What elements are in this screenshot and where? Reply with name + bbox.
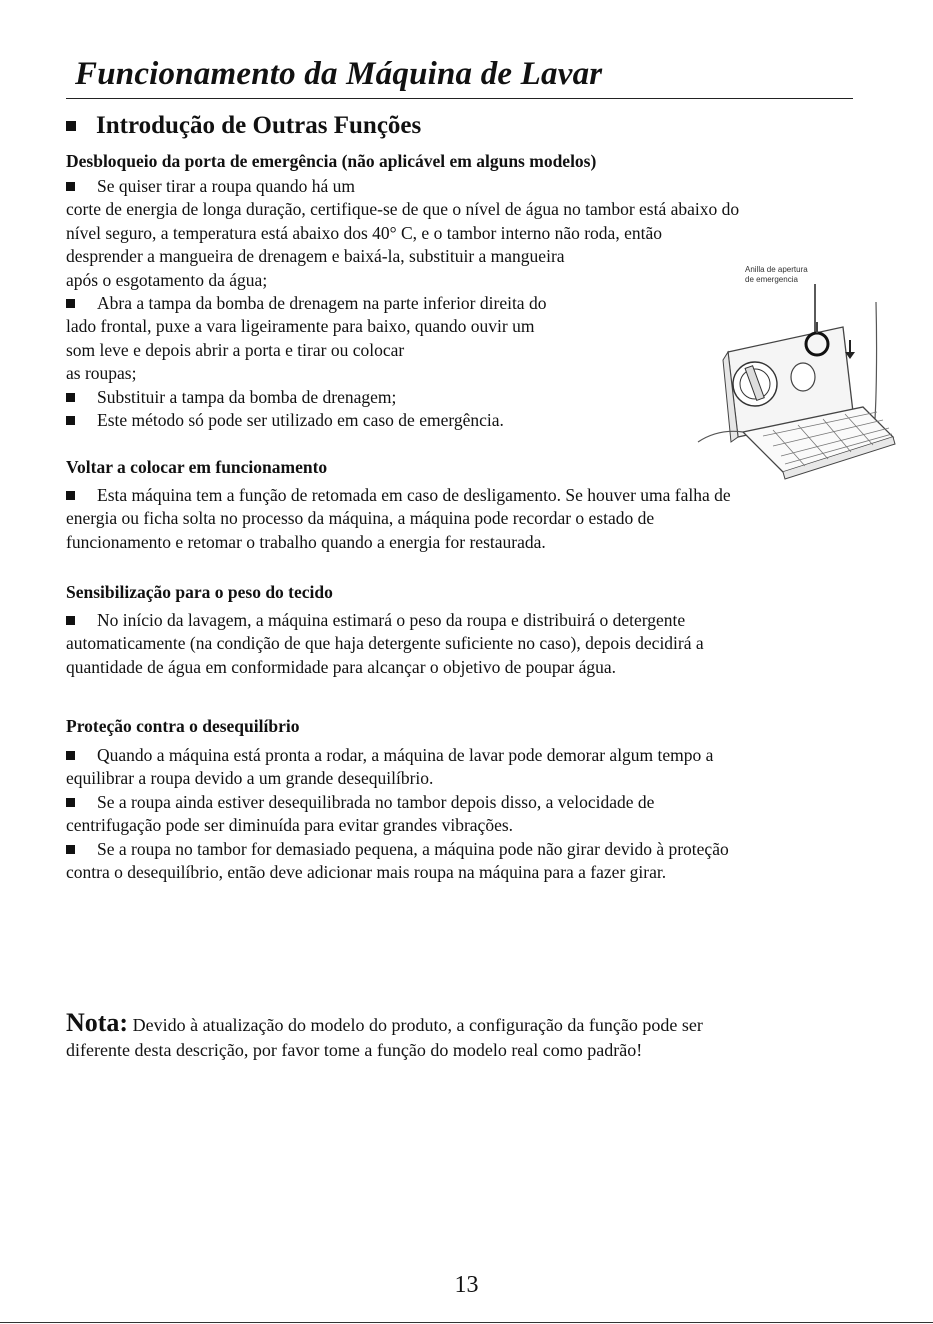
text-line: funcionamento e retomar o trabalho quando a energia for restaurada. bbox=[66, 531, 546, 552]
note-line: diferente desta descrição, por favor tome a função do modelo real como padrão! bbox=[66, 1040, 643, 1060]
text-line: após o esgotamento da água; bbox=[66, 269, 268, 290]
bullet-square-icon bbox=[66, 491, 75, 500]
page-number: 13 bbox=[454, 1272, 479, 1298]
bullet-square-icon bbox=[66, 299, 75, 308]
resume-text bbox=[66, 484, 731, 554]
text-line: as roupas; bbox=[66, 363, 137, 384]
bullet-square-icon bbox=[66, 393, 75, 402]
note-label: Nota: bbox=[66, 1008, 129, 1037]
section-heading-text: Introdução de Outras Funções bbox=[96, 112, 422, 139]
text-line: Se a roupa no tambor for demasiado pequena, a máquina pode não girar devido à proteção bbox=[66, 838, 729, 861]
text-line: automaticamente (na condição de que haja detergente suficiente no caso), depois decidirá a bbox=[66, 633, 704, 654]
drain-pump-illustration bbox=[693, 262, 903, 487]
text-line: No início da lavagem, a máquina estimará o peso da roupa e distribuirá o detergente bbox=[66, 609, 704, 632]
bullet-square-icon bbox=[66, 121, 76, 131]
bullet-square-icon bbox=[66, 798, 75, 807]
illustration-label-line2: de emergencia bbox=[745, 275, 798, 284]
text-line: Este método só pode ser utilizado em caso de emergência. bbox=[66, 409, 739, 432]
text-line: contra o desequilíbrio, então deve adicionar mais roupa na máquina para a fazer girar. bbox=[66, 862, 667, 883]
weight-sensing-subtitle: Sensibilização para o peso do tecido bbox=[66, 582, 333, 602]
bullet-square-icon bbox=[66, 182, 75, 191]
text-line: som leve e depois abrir a porta e tirar ou colocar bbox=[66, 339, 405, 360]
bullet-square-icon bbox=[66, 751, 75, 760]
text-line: lado frontal, puxe a vara ligeiramente para baixo, quando ouvir um bbox=[66, 316, 535, 337]
text-line: centrifugação pode ser diminuída para evitar grandes vibrações. bbox=[66, 815, 514, 836]
bullet-square-icon bbox=[66, 416, 75, 425]
resume-subtitle: Voltar a colocar em funcionamento bbox=[66, 457, 328, 477]
bottom-rule bbox=[0, 1322, 933, 1323]
weight-sensing-text bbox=[66, 609, 704, 679]
text-line: nível seguro, a temperatura está abaixo dos 40° C, e o tambor interno não roda, então bbox=[66, 222, 662, 243]
page-title: Funcionamento da Máquina de Lavar bbox=[75, 56, 603, 92]
text-line: corte de energia de longa duração, certifique-se de que o nível de água no tambor está abaixo do bbox=[66, 199, 740, 220]
bullet-square-icon bbox=[66, 616, 75, 625]
text-line: Esta máquina tem a função de retomada em caso de desligamento. Se houver uma falha de bbox=[66, 484, 731, 507]
text-line: Quando a máquina está pronta a rodar, a máquina de lavar pode demorar algum tempo a bbox=[66, 744, 729, 767]
bullet-square-icon bbox=[66, 845, 75, 854]
text-line: energia ou ficha solta no processo da máquina, a máquina pode recordar o estado de bbox=[66, 508, 655, 529]
text-line: Abra a tampa da bomba de drenagem na parte inferior direita do bbox=[66, 292, 739, 315]
title-rule bbox=[66, 98, 853, 99]
unbalance-text bbox=[66, 744, 729, 884]
text-line: Se quiser tirar a roupa quando há um bbox=[66, 175, 739, 198]
note-line bbox=[66, 1010, 703, 1038]
text-line: Se a roupa ainda estiver desequilibrada no tambor depois disso, a velocidade de bbox=[66, 791, 729, 814]
note-text-1: Devido à atualização do modelo do produto, a configuração da função pode ser bbox=[128, 1015, 703, 1035]
note bbox=[66, 1010, 703, 1063]
unbalance-subtitle: Proteção contra o desequilíbrio bbox=[66, 716, 300, 736]
emergency-unlock-subtitle: Desbloqueio da porta de emergência (não aplicável em alguns modelos) bbox=[66, 151, 597, 171]
illustration-label-line1: Anilla de apertura bbox=[745, 265, 808, 274]
text-line: Substituir a tampa da bomba de drenagem; bbox=[66, 386, 739, 409]
emergency-unlock-text bbox=[66, 175, 739, 432]
text-line: quantidade de água em conformidade para alcançar o objetivo de poupar água. bbox=[66, 656, 617, 677]
section-heading bbox=[66, 112, 421, 140]
text-line: desprender a mangueira de drenagem e baixá-la, substituir a mangueira bbox=[66, 246, 565, 267]
text-line: equilibrar a roupa devido a um grande desequilíbrio. bbox=[66, 768, 434, 789]
